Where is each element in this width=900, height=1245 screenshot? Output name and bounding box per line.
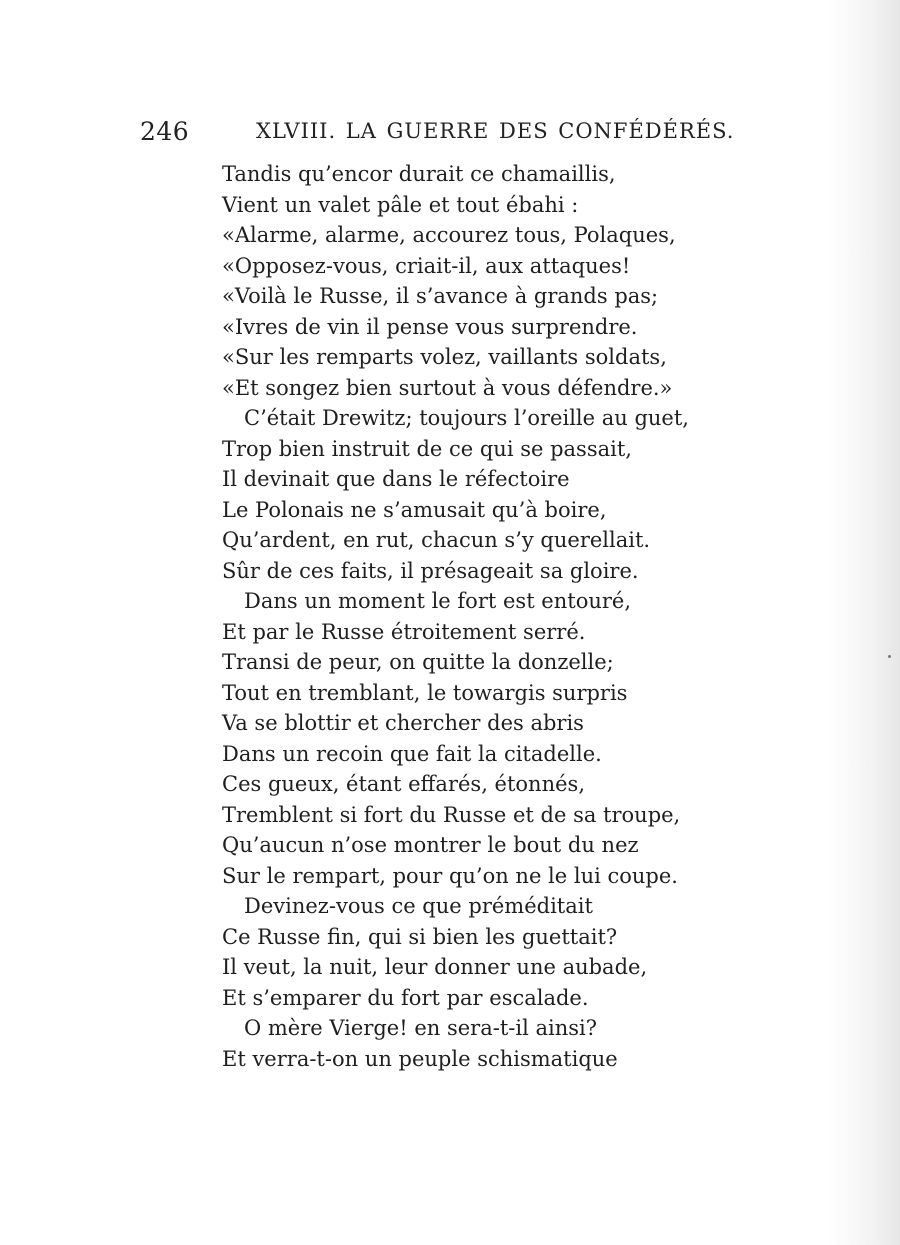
poem-line: Trop bien instruit de ce qui se passait, xyxy=(222,436,632,461)
page-number: 246 xyxy=(140,117,190,146)
poem-line: Sur le rempart, pour qu’on ne le lui coupe. xyxy=(222,863,678,888)
poem-line: Tremblent si fort du Russe et de sa troupe, xyxy=(222,802,681,827)
poem-line: Vient un valet pâle et tout ébahi : xyxy=(222,192,579,217)
poem-line: Ces gueux, étant effarés, étonnés, xyxy=(222,772,585,796)
poem-line: Ce Russe fin, qui si bien les guettait? xyxy=(222,924,618,949)
poem-line: «Opposez-vous, criait-il, aux attaques! xyxy=(222,253,631,278)
poem-line: Et verra-t-on un peuple schismatique xyxy=(222,1046,618,1071)
poem-line: Sûr de ces faits, il présageait sa gloire. xyxy=(222,558,639,583)
poem-line: «Alarme, alarme, accourez tous, Polaques, xyxy=(222,223,676,247)
poem-line: Qu’ardent, en rut, chacun s’y querellait. xyxy=(222,528,651,552)
poem-text xyxy=(222,159,882,1074)
poem-line: Et s’emparer du fort par escalade. xyxy=(222,985,589,1010)
poem-line: Tandis qu’encor durait ce chamaillis, xyxy=(222,162,616,186)
running-title: XLVIII. LA GUERRE DES CONFÉDÉRÉS. xyxy=(256,119,735,143)
poem-line: «Ivres de vin il pense vous surprendre. xyxy=(222,314,638,339)
poem-line: O mère Vierge! en sera-t-il ainsi? xyxy=(244,1016,597,1040)
poem-line: Va se blottir et chercher des abris xyxy=(222,711,584,735)
poem-line: «Voilà le Russe, il s’avance à grands pas; xyxy=(222,284,659,308)
poem-line: Le Polonais ne s’amusait qu’à boire, xyxy=(222,497,607,522)
poem-line: Il veut, la nuit, leur donner une aubade, xyxy=(222,955,648,979)
poem-line: Et par le Russe étroitement serré. xyxy=(222,619,586,644)
poem-line: «Sur les remparts volez, vaillants soldats, xyxy=(222,345,667,369)
poem-line: Tout en tremblant, le towargis surpris xyxy=(222,680,628,705)
poem-line: Devinez-vous ce que préméditait xyxy=(244,894,593,918)
poem-line: Dans un moment le fort est entouré, xyxy=(244,589,632,613)
poem-line: Qu’aucun n’ose montrer le bout du nez xyxy=(222,833,639,857)
poem-line: C’était Drewitz; toujours l’oreille au guet, xyxy=(244,406,689,430)
ink-speck xyxy=(888,655,891,658)
poem-line: Transi de peur, on quitte la donzelle; xyxy=(222,650,614,674)
poem-line: «Et songez bien surtout à vous défendre.» xyxy=(222,375,673,400)
poem-line: Dans un recoin que fait la citadelle. xyxy=(222,741,602,766)
poem-line: Il devinait que dans le réfectoire xyxy=(222,467,570,491)
page-header xyxy=(0,117,900,151)
